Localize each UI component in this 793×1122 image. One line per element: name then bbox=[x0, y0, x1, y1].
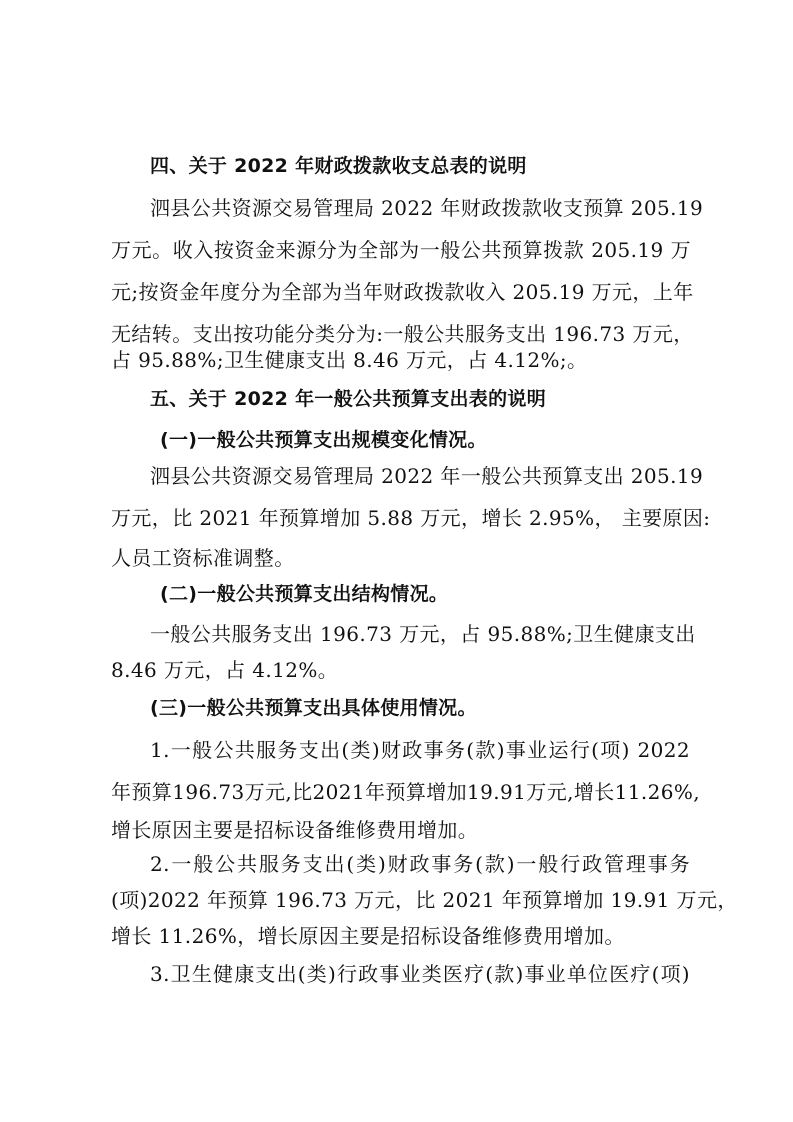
paragraph-line: 2.一般公共服务支出(类)财政事务(款)一般行政管理事务 bbox=[150, 852, 690, 876]
paragraph-line: 泗县公共资源交易管理局 2022 年财政拨款收支预算 205.19 bbox=[150, 196, 704, 220]
paragraph-line: 无结转。支出按功能分类分为:一般公共服务支出 196.73 万元， bbox=[111, 322, 694, 346]
paragraph-line: 3.卫生健康支出(类)行政事业类医疗(款)事业单位医疗(项) bbox=[150, 962, 690, 986]
subsection-2-heading: (二)一般公共预算支出结构情况。 bbox=[160, 583, 449, 605]
section-4-heading: 四、关于 2022 年财政拨款收支总表的说明 bbox=[150, 155, 527, 177]
paragraph-line: 年预算196.73万元,比2021年预算增加19.91万元,增长11.26%, bbox=[111, 780, 701, 804]
paragraph-line: 人员工资标准调整。 bbox=[111, 546, 295, 570]
paragraph-line: 万元。收入按资金来源分为全部为一般公共预算拨款 205.19 万 bbox=[111, 238, 691, 262]
paragraph-line: 元;按资金年度分为全部为当年财政拨款收入 205.19 万元，上年 bbox=[111, 280, 694, 304]
paragraph-line: 泗县公共资源交易管理局 2022 年一般公共预算支出 205.19 bbox=[150, 464, 704, 488]
section-5-heading: 五、关于 2022 年一般公共预算支出表的说明 bbox=[150, 388, 547, 410]
paragraph-line: 万元，比 2021 年预算增加 5.88 万元，增长 2.95%， 主要原因: bbox=[111, 506, 711, 530]
paragraph-line: 1.一般公共服务支出(类)财政事务(款)事业运行(项) 2022 bbox=[150, 738, 690, 762]
paragraph-line: (项)2022 年预算 196.73 万元，比 2021 年预算增加 19.91 万元， bbox=[111, 888, 738, 912]
paragraph-line: 增长 11.26%，增长原因主要是招标设备维修费用增加。 bbox=[111, 924, 625, 948]
paragraph-line: 8.46 万元，占 4.12%。 bbox=[111, 658, 339, 682]
paragraph-line: 占 95.88%;卫生健康支出 8.46 万元，占 4.12%;。 bbox=[111, 348, 588, 372]
paragraph-line: 一般公共服务支出 196.73 万元，占 95.88%;卫生健康支出 bbox=[150, 622, 696, 646]
paragraph-line: 增长原因主要是招标设备维修费用增加。 bbox=[111, 818, 479, 842]
subsection-3-heading: (三)一般公共预算支出具体使用情况。 bbox=[150, 697, 477, 719]
subsection-1-heading: (一)一般公共预算支出规模变化情况。 bbox=[160, 429, 487, 451]
